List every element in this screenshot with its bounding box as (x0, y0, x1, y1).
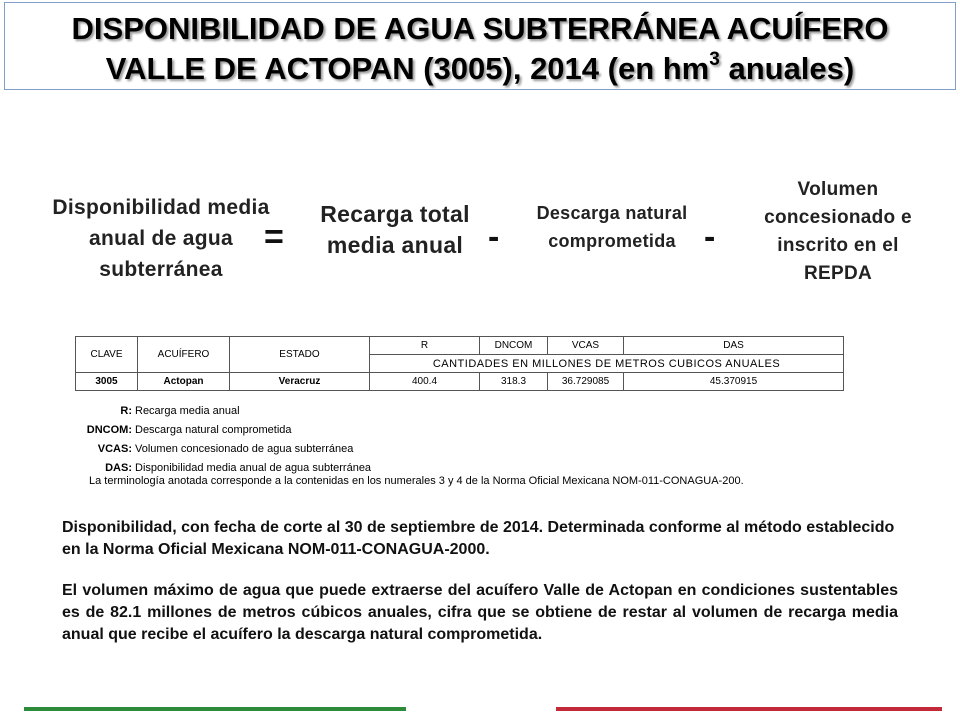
footer-green-bar (24, 707, 406, 711)
legend-key: VCAS: (97, 443, 132, 455)
legend-desc: Volumen concesionado de agua subterránea (135, 443, 354, 455)
header-vcas: VCAS (548, 337, 624, 355)
title-line-2-main: VALLE DE ACTOPAN (3005), 2014 (en hm (105, 51, 710, 86)
header-units: CANTIDADES EN MILLONES DE METROS CUBICOS ANUALES (370, 355, 844, 373)
table-header-row (76, 337, 844, 355)
header-clave: CLAVE (76, 337, 138, 373)
legend-desc: Disponibilidad media anual de agua subterránea (135, 462, 372, 474)
equation-minus-sign-1: - (488, 218, 500, 256)
title-line-2 (5, 48, 955, 87)
availability-date-paragraph: Disponibilidad, con fecha de corte al 30 de septiembre de 2014. Determinada conforme al método establecido en la Norma Oficial Mexicana NOM-011-CONAGUA-2000. (62, 519, 895, 558)
header-dncom: DNCOM (480, 337, 548, 355)
equation-term-availability: Disponibilidad media anual de agua subterránea (52, 196, 270, 281)
equation-equals-sign: = (264, 218, 284, 256)
header-das: DAS (624, 337, 844, 355)
terminology-note: La terminología anotada corresponde a la contenidas en los numerales 3 y 4 de la Norma Oficial Mexicana NOM-011-CONAGUA-200. (89, 475, 744, 487)
cell-estado: Veracruz (230, 373, 370, 391)
table-row (76, 373, 844, 391)
title-box (4, 2, 956, 90)
legend-key: R: (120, 405, 132, 417)
equation-minus-sign-2: - (704, 218, 716, 256)
legend-item (72, 421, 371, 440)
footer-red-bar (556, 707, 942, 711)
cell-r: 400.4 (370, 373, 480, 391)
cell-das: 45.370915 (624, 373, 844, 391)
max-volume-paragraph: El volumen máximo de agua que puede extraerse del acuífero Valle de Actopan en condiciones sustentables es de 82.1 millones de metros cúbicos anuales, cifra que se obtiene de restar al volumen de recarga media anual que recibe el acuífero la descarga natural comprometida. (62, 582, 898, 643)
header-r: R (370, 337, 480, 355)
legend-desc: Recarga media anual (135, 405, 240, 417)
equation-term-recharge: Recarga total media anual (320, 201, 470, 258)
availability-table (75, 336, 844, 391)
legend-key: DNCOM: (86, 424, 132, 436)
header-acuifero: ACUÍFERO (138, 337, 230, 373)
header-estado: ESTADO (230, 337, 370, 373)
cell-dncom: 318.3 (480, 373, 548, 391)
cell-clave: 3005 (76, 373, 138, 391)
legend-item (72, 440, 371, 459)
cell-vcas: 36.729085 (548, 373, 624, 391)
legend-desc: Descarga natural comprometida (135, 424, 292, 436)
title-superscript: 3 (709, 48, 720, 70)
title-line-2-end: anuales) (719, 51, 855, 86)
title-line-1: DISPONIBILIDAD DE AGUA SUBTERRÁNEA ACUÍFERO (71, 11, 889, 46)
legend-key: DAS: (105, 462, 132, 474)
equation-term-discharge: Descarga natural comprometida (536, 203, 688, 251)
legend-item (72, 402, 371, 421)
cell-acuifero: Actopan (138, 373, 230, 391)
equation-term-concession: Volumen concesionado e inscrito en el REPDA (764, 179, 912, 284)
legend (72, 402, 371, 478)
